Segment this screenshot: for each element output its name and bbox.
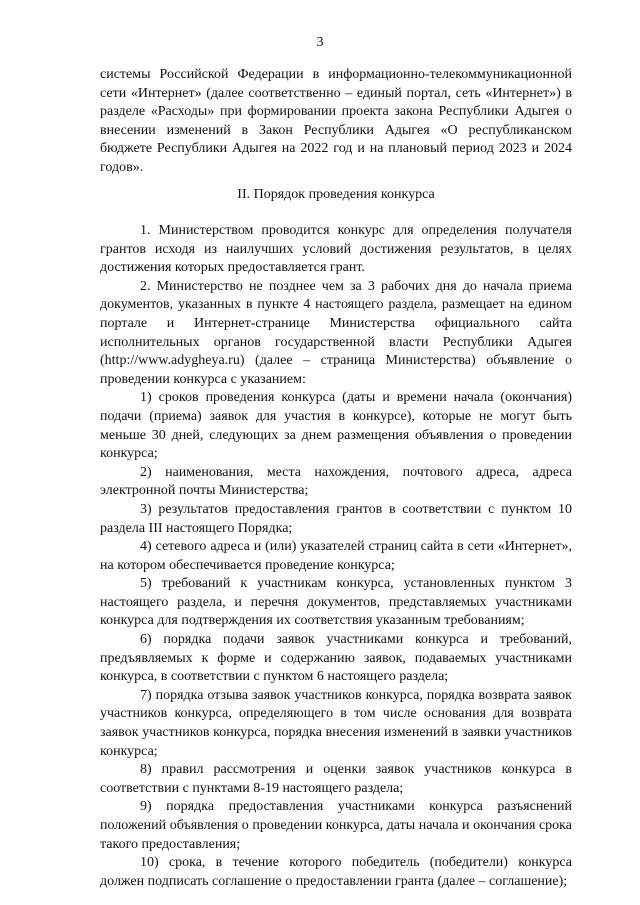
paragraph: 1. Министерством проводится конкурс для определения получателя грантов исходя из наилучших условий достижения результатов, в целях достижения которых предоставляется грант. <box>100 223 572 276</box>
list-item: 10) срока, в течение которого победитель (победители) конкурса должен подписать соглашение о предоставлении гранта (далее – соглашение); <box>100 855 572 889</box>
list-item: 2) наименования, места нахождения, почтового адреса, адреса электронной почты Министерства; <box>100 464 572 499</box>
list-item: 9) порядка предоставления участниками конкурса разъяснений положений объявления о проведении конкурса, даты начала и окончания срока такого предоставления; <box>100 799 572 852</box>
list-item: 1) сроков проведения конкурса (даты и времени начала (окончания) подачи (приема) заявок для участия в конкурсе), которые не могут быть меньше 30 дней, следующих за днем размещения объявления о проведении конкурса; <box>100 390 572 462</box>
list-item: 3) результатов предоставления грантов в соответствии с пунктом 10 раздела III настоящего Порядка; <box>100 501 572 536</box>
list-item: 8) правил рассмотрения и оценки заявок участников конкурса в соответствии с пунктами 8-19 настоящего раздела; <box>100 762 572 796</box>
intro-paragraph-block <box>100 66 572 178</box>
list-item: 7) порядка отзыва заявок участников конкурса, порядка возврата заявок участников конкурса, определяющего в том числе основания для возврата заявок участников конкурса, порядка внесения изменений в заявки участников конкурса; <box>100 687 572 759</box>
paragraph: 2. Министерство не позднее чем за 3 рабочих дня до начала приема документов, указанных в пункте 4 настоящего раздела, размещает на едином портале и Интернет-странице Министерства официального сайта исполнительных органов государственной власти Республики Адыгея (http://www.adygheya.ru) (далее – страница Министерства) объявление о проведении конкурса с указанием: <box>100 278 572 387</box>
page-number: 3 <box>316 35 324 50</box>
list-item: 4) сетевого адреса и (или) указателей страниц сайта в сети «Интернет», на котором обеспечивается проведение конкурса; <box>100 539 572 573</box>
section-heading: II. Порядок проведения конкурса <box>237 187 435 202</box>
intro-paragraph: системы Российской Федерации в информационно-телекоммуникационной сети «Интернет» (далее соответственно – единый портал, сеть «Интернет») в разделе «Расходы» при формировании проекта закона Республики Адыгея о внесении изменений в Закон Республики Адыгея «О республиканском бюджете Республики Адыгея на 2022 год и на плановый период 2023 и 2024 годов». <box>100 67 572 175</box>
section-body <box>100 222 572 891</box>
list-item: 5) требований к участникам конкурса, установленных пунктом 3 настоящего раздела, и перечня документов, представляемых участниками конкурса для подтверждения их соответствия указанным требованиям; <box>100 576 572 629</box>
list-item: 6) порядка подачи заявок участниками конкурса и требований, предъявляемых к форме и содержанию заявок, подаваемых участниками конкурса, в соответствии с пунктом 6 настоящего раздела; <box>100 632 572 685</box>
